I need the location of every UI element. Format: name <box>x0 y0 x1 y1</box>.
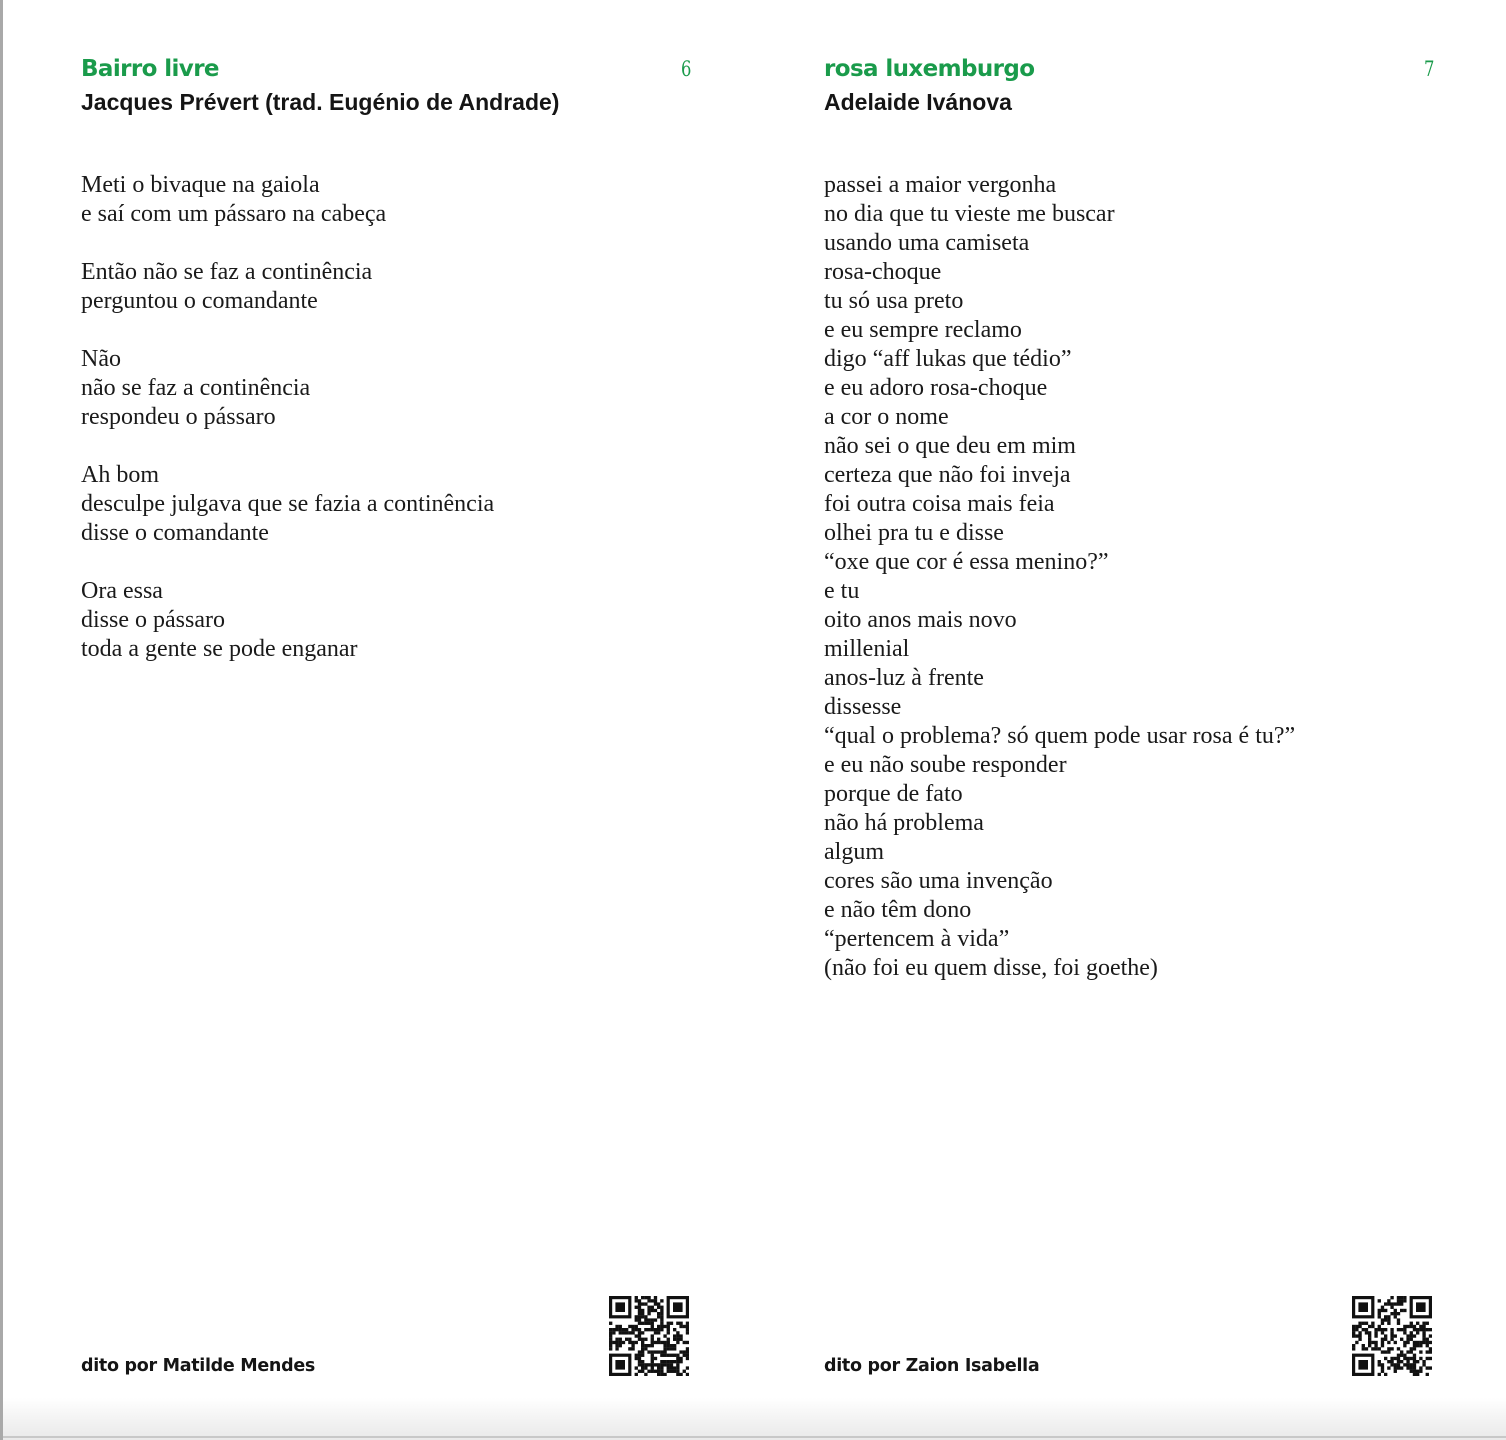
poem-line: perguntou o comandante <box>81 288 318 314</box>
poem-line: anos-luz à frente <box>824 665 984 691</box>
poem-line: tu só usa preto <box>824 288 964 314</box>
poem-line: Então não se faz a continência <box>81 259 373 285</box>
page-number: 6 <box>680 57 691 81</box>
poem-line: e tu <box>824 578 860 604</box>
poem-author: Jacques Prévert (trad. Eugénio de Andrade) <box>81 89 560 115</box>
poem-line: digo “aff lukas que tédio” <box>824 346 1072 372</box>
poem-line: desculpe julgava que se fazia a continência <box>81 491 495 517</box>
poem-line: certeza que não foi inveja <box>824 462 1071 488</box>
poem-stanza <box>81 171 693 229</box>
reader-credit: dito por Matilde Mendes <box>81 1356 316 1376</box>
poem-line: Não <box>81 346 121 372</box>
poem-line: “qual o problema? só quem pode usar rosa é tu?” <box>824 723 1296 749</box>
right-page <box>824 0 1436 1440</box>
poem-line: e eu sempre reclamo <box>824 317 1022 343</box>
qr-code-icon[interactable] <box>609 1296 689 1376</box>
poem-line: no dia que tu vieste me buscar <box>824 201 1115 227</box>
poem-line: rosa-choque <box>824 259 942 285</box>
poem-line: disse o pássaro <box>81 607 225 633</box>
poem-line: algum <box>824 839 884 865</box>
qr-code-icon[interactable] <box>1352 1296 1432 1376</box>
page-bottom-shadow <box>3 1398 1506 1440</box>
poem-line: oito anos mais novo <box>824 607 1017 633</box>
poem-line: Ora essa <box>81 578 163 604</box>
poem-stanza <box>81 577 693 664</box>
poem-line: Meti o bivaque na gaiola <box>81 172 320 198</box>
poem-line: a cor o nome <box>824 404 949 430</box>
poem-stanza <box>81 461 693 548</box>
poem-title: rosa luxemburgo <box>824 56 1035 82</box>
left-page <box>81 0 693 1440</box>
poem-line: usando uma camiseta <box>824 230 1030 256</box>
reader-credit: dito por Zaion Isabella <box>824 1356 1040 1376</box>
poem-line: (não foi eu quem disse, foi goethe) <box>824 955 1158 981</box>
poem-author: Adelaide Ivánova <box>824 89 1012 115</box>
poem-line: “oxe que cor é essa menino?” <box>824 549 1109 575</box>
poem-title: Bairro livre <box>81 56 219 82</box>
poem-body <box>81 171 693 693</box>
poem-line: e não têm dono <box>824 897 972 923</box>
poem-stanza <box>81 345 693 432</box>
poem-line: dissesse <box>824 694 902 720</box>
poem-line: Ah bom <box>81 462 159 488</box>
poem-body <box>824 171 1436 1012</box>
poem-line: olhei pra tu e disse <box>824 520 1004 546</box>
poem-line: foi outra coisa mais feia <box>824 491 1055 517</box>
poem-line: e saí com um pássaro na cabeça <box>81 201 387 227</box>
poem-stanza <box>824 171 1436 983</box>
poem-line: e eu adoro rosa-choque <box>824 375 1048 401</box>
poem-line: disse o comandante <box>81 520 269 546</box>
poem-line: e eu não soube responder <box>824 752 1067 778</box>
page-number: 7 <box>1423 57 1434 81</box>
poem-line: cores são uma invenção <box>824 868 1053 894</box>
poem-line: respondeu o pássaro <box>81 404 276 430</box>
poem-line: millenial <box>824 636 910 662</box>
page-bottom-edge <box>3 1436 1506 1438</box>
poem-line: não há problema <box>824 810 984 836</box>
poem-line: porque de fato <box>824 781 963 807</box>
poem-line: não sei o que deu em mim <box>824 433 1076 459</box>
poem-stanza <box>81 258 693 316</box>
poem-line: toda a gente se pode enganar <box>81 636 358 662</box>
poem-line: não se faz a continência <box>81 375 311 401</box>
poem-line: passei a maior vergonha <box>824 172 1057 198</box>
poem-line: “pertencem à vida” <box>824 926 1010 952</box>
